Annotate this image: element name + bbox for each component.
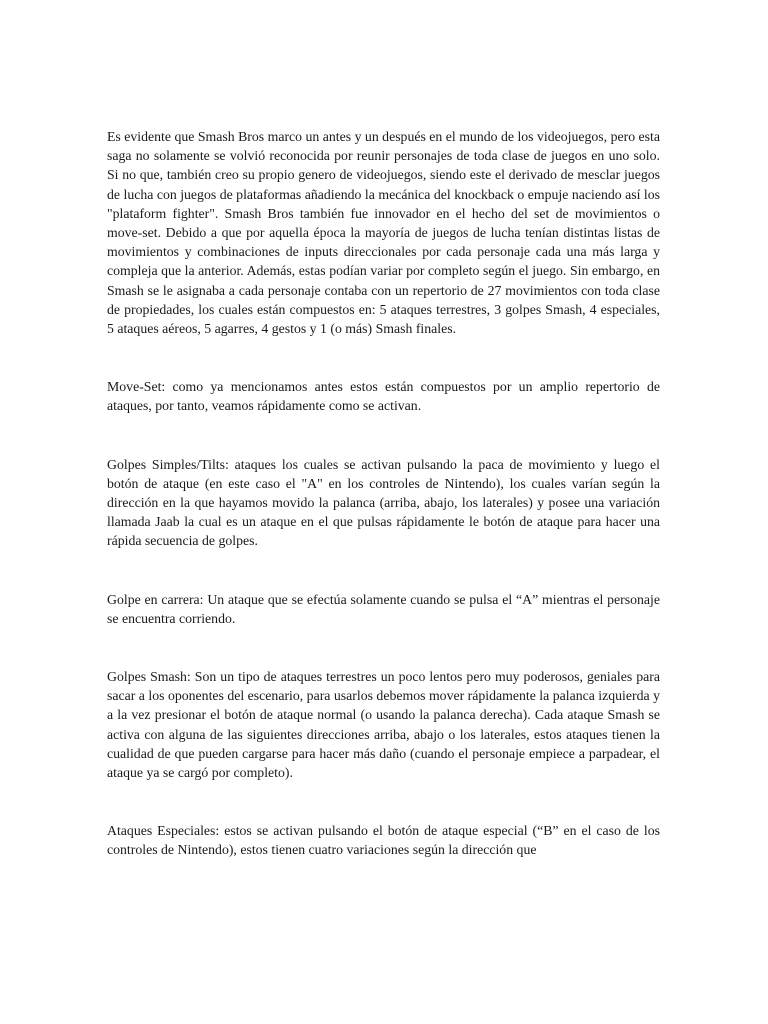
paragraph-move-set: Move-Set: como ya mencionamos antes estos están compuestos por un amplio repertorio de ataques, por tanto, veamos rápidamente como se activan. [107, 379, 660, 414]
paragraph-spacer [107, 338, 660, 377]
paragraph-smash-attacks: Golpes Smash: Son un tipo de ataques terrestres un poco lentos pero muy poderosos, geniales para sacar a los oponentes del escenario, para usarlos debemos mover rápidamente la palanca izquierda y a la vez presionar el botón de ataque normal (o usando la palanca derecha). Cada ataque Smash se activa con alguna de las siguientes direcciones arriba, abajo o los laterales, estos ataques tienen la cualidad de que pueden cargarse para hacer más daño (cuando el personaje empiece a parpadear, el ataque ya se cargó por completo). [107, 669, 660, 781]
paragraph-tilts: Golpes Simples/Tilts: ataques los cuales se activan pulsando la paca de movimiento y luego el botón de ataque (en este caso el "A" en los controles de Nintendo), los cuales varían según la dirección en la que hayamos movido la palanca (arriba, abajo, los laterales) y posee una variación llamada Jaab la cual es un ataque en el que pulsas rápidamente le botón de ataque para hacer una rápida secuencia de golpes. [107, 456, 660, 549]
paragraph-spacer [107, 628, 660, 667]
paragraph-spacer [107, 782, 660, 821]
paragraph-dash-attack: Golpe en carrera: Un ataque que se efectúa solamente cuando se pulsa el “A” mientras el personaje se encuentra corriendo. [107, 591, 660, 626]
document-body [107, 127, 660, 860]
paragraph-special-attacks: Ataques Especiales: estos se activan pulsando el botón de ataque especial (“B” en el caso de los controles de Nintendo), estos tienen cuatro variaciones según la dirección que [107, 823, 660, 858]
paragraph-spacer [107, 416, 660, 455]
paragraph-spacer [107, 551, 660, 590]
paragraph-intro: Es evidente que Smash Bros marco un antes y un después en el mundo de los videojuegos, pero esta saga no solamente se volvió reconocida por reunir personajes de toda clase de juegos en uno solo. Si no que, también creo su propio genero de videojuegos, siendo este el derivado de mesclar juegos de lucha con juegos de plataformas añadiendo la mecánica del knockback o empuje naciendo así los "plataform fighter". Smash Bros también fue innovador en el hecho del set de movimientos o move-set. Debido a que por aquella época la mayoría de juegos de lucha tenían distintas listas de movimientos y combinaciones de inputs direccionales por cada personaje cada una más larga y compleja que la anterior. Además, estas podían variar por completo según el juego. Sin embargo, en Smash se le asignaba a cada personaje contaba con un repertorio de 27 movimientos con toda clase de propiedades, los cuales están compuestos en: 5 ataques terrestres, 3 golpes Smash, 4 especiales, 5 ataques aéreos, 5 agarres, 4 gestos y 1 (o más) Smash finales. [107, 129, 660, 337]
